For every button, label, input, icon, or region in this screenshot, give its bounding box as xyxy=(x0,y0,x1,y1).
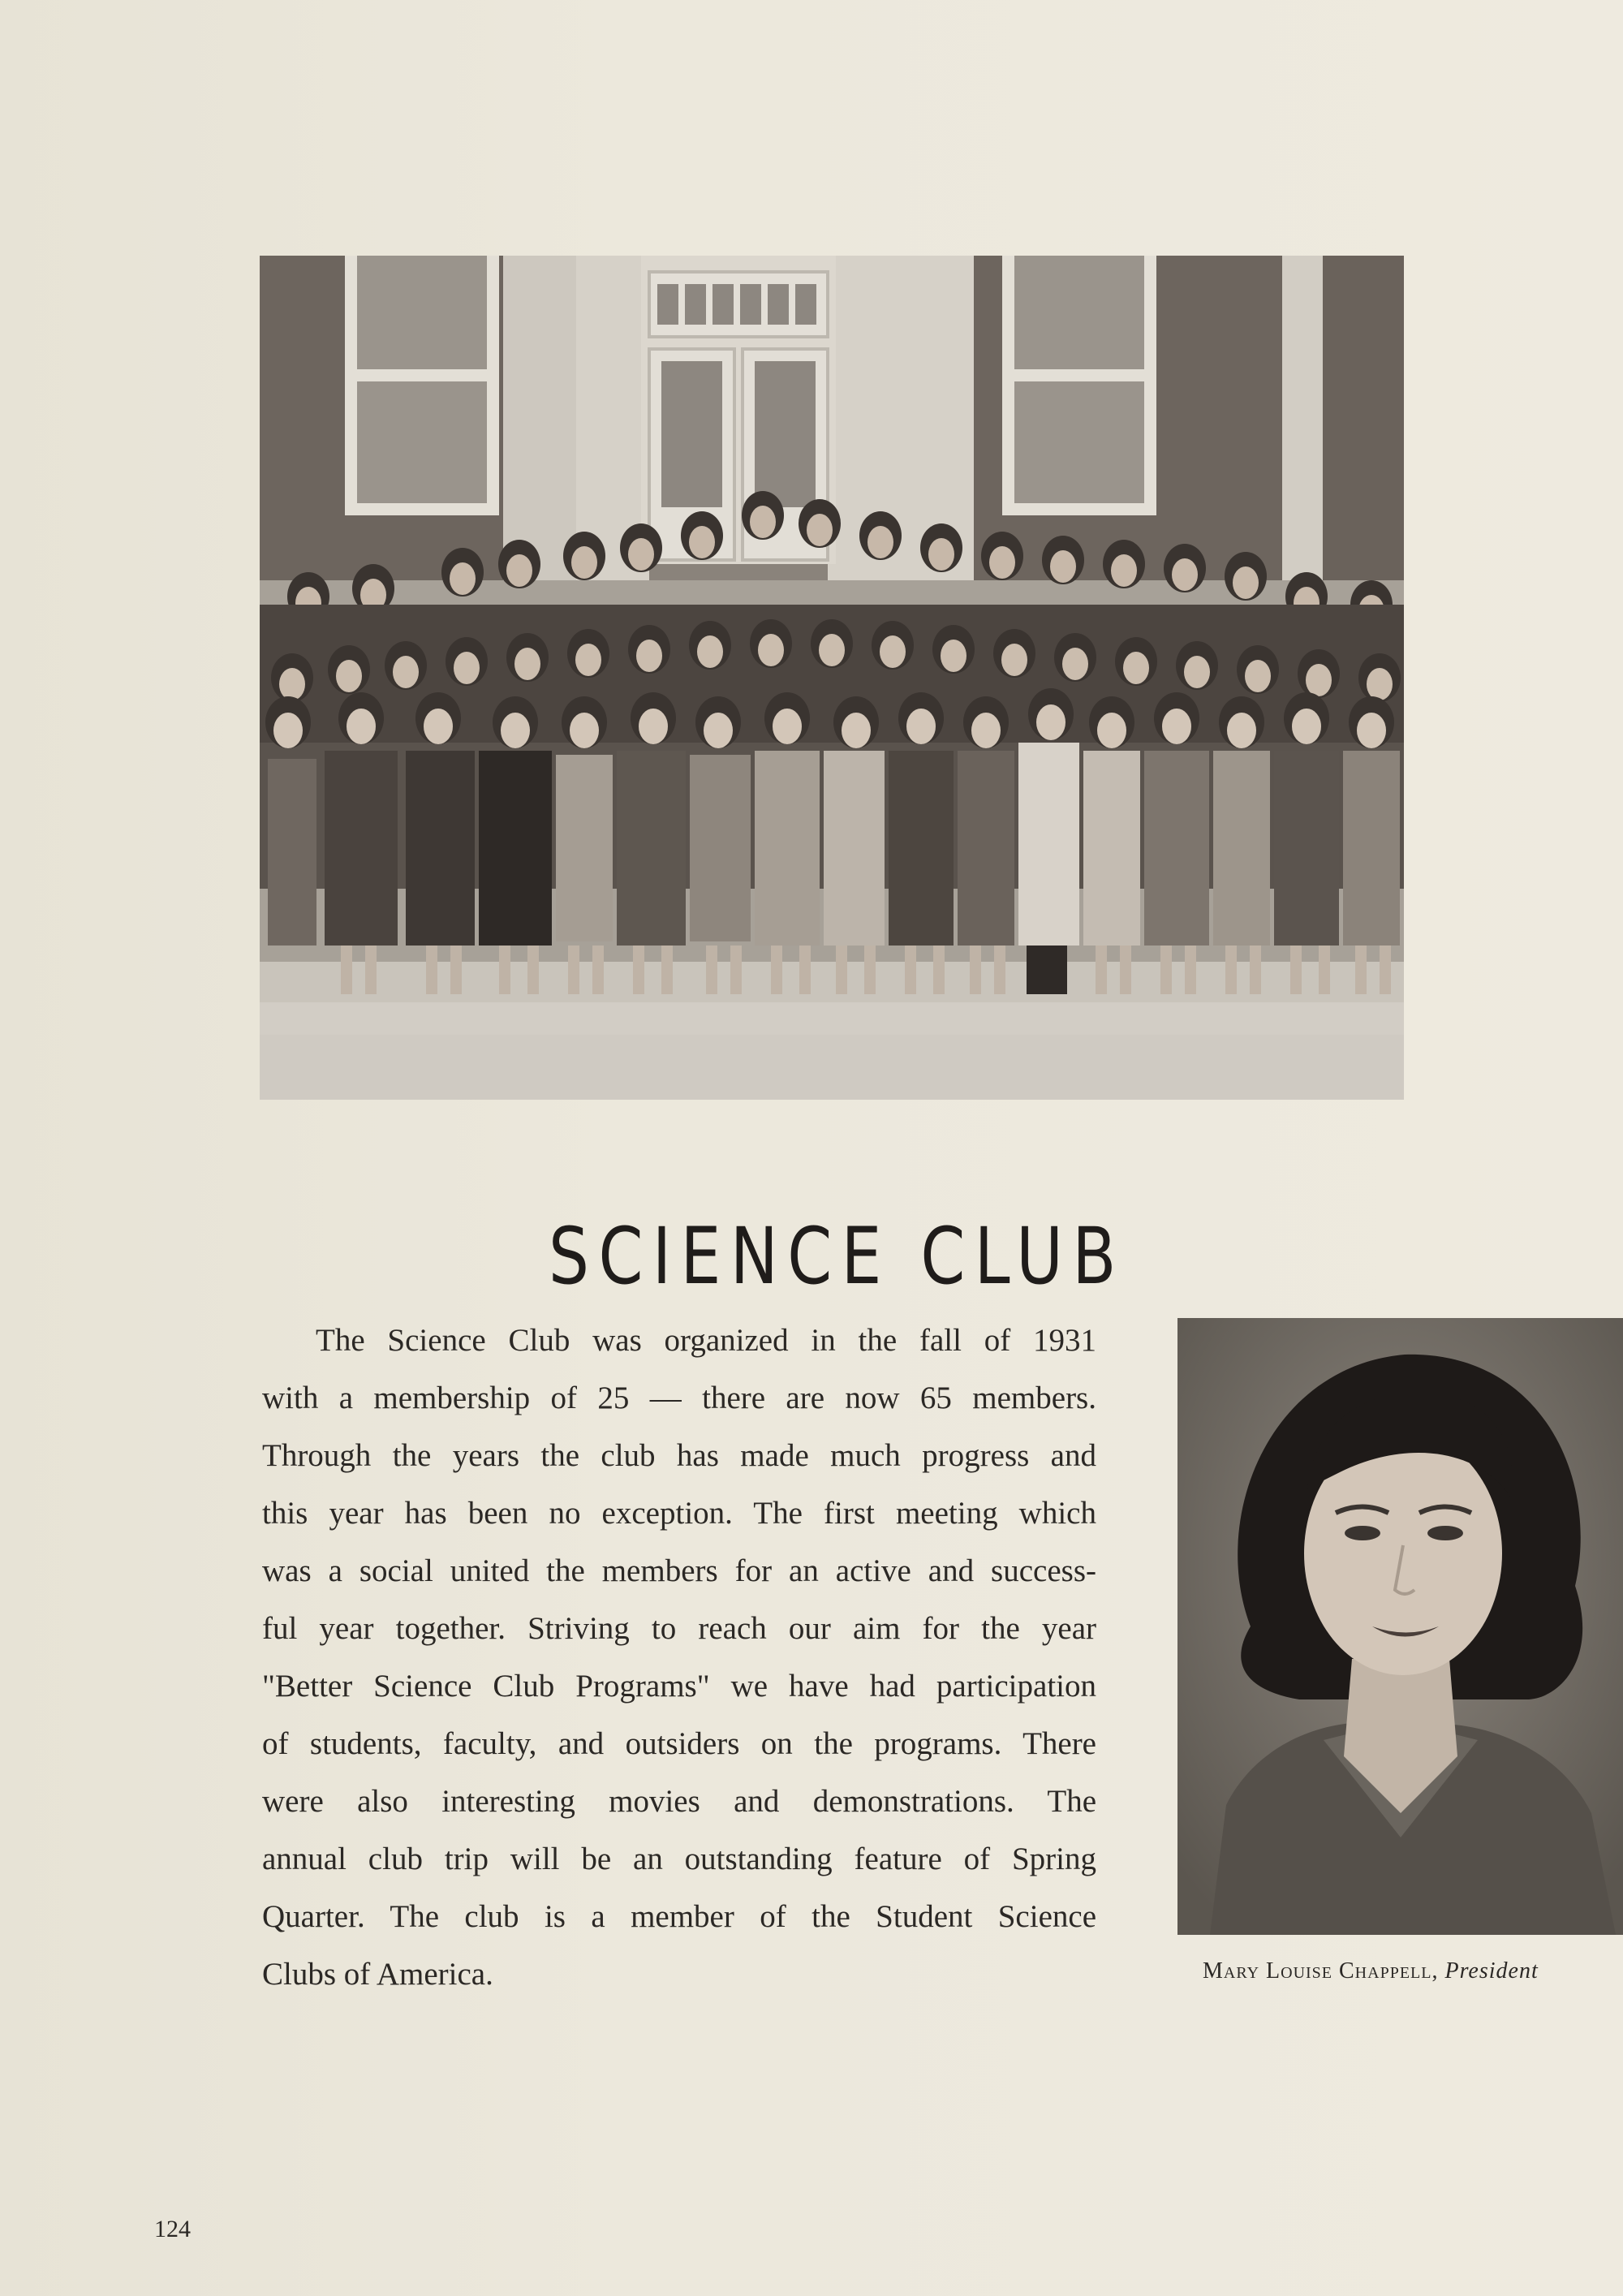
caption-role: President xyxy=(1444,1958,1539,1984)
body-line: was a social united the members for an active and success- xyxy=(262,1553,1096,1588)
body-line: were also interesting movies and demonstrations. The xyxy=(262,1784,1096,1819)
portrait-caption xyxy=(1203,1958,1623,1984)
body-line: annual club trip will be an outstanding feature of Spring xyxy=(262,1842,1096,1876)
body-line: Quarter. The club is a member of the Student Science xyxy=(262,1899,1096,1934)
article-body xyxy=(262,1312,1096,2003)
body-line: of students, faculty, and outsiders on the programs. There xyxy=(262,1726,1096,1761)
body-line: The Science Club was organized in the fall of 1931 xyxy=(316,1323,1096,1358)
body-line: Clubs of America. xyxy=(262,1957,493,1992)
group-photo xyxy=(260,256,1404,1100)
caption-name: Mary Louise Chappell, xyxy=(1203,1958,1439,1984)
body-line: with a membership of 25 — there are now 65 members. xyxy=(262,1381,1096,1415)
body-line: ful year together. Striving to reach our aim for the year xyxy=(262,1611,1096,1646)
body-line: Through the years the club has made much progress and xyxy=(262,1438,1096,1473)
body-line: this year has been no exception. The first meeting which xyxy=(262,1496,1096,1531)
page-number: 124 xyxy=(154,2216,191,2242)
president-portrait xyxy=(1177,1318,1623,1935)
body-line: "Better Science Club Programs" we have had participation xyxy=(262,1669,1096,1704)
page-title: SCIENCE CLUB xyxy=(549,1211,1126,1303)
